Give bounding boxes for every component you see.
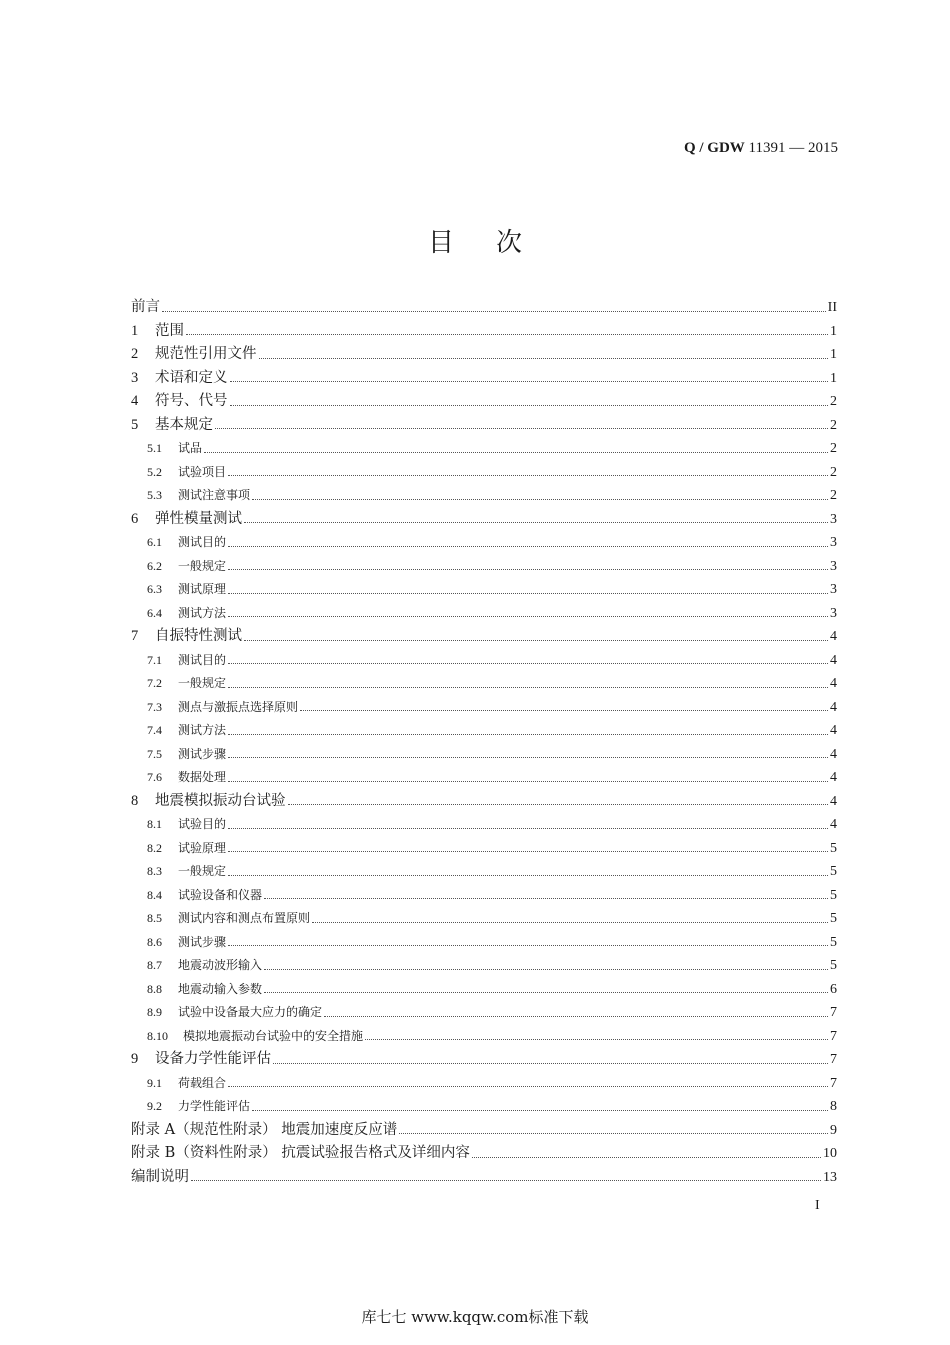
toc-entry-number: 6.2 <box>147 558 162 573</box>
toc-leader-dots <box>228 944 828 946</box>
toc-entry[interactable] <box>131 954 837 978</box>
toc-entry[interactable] <box>131 931 837 955</box>
toc-entry-number: 9.2 <box>147 1099 162 1113</box>
footer-watermark-text: 库七七 www.kqqw.com标准下载 <box>361 1308 589 1326</box>
toc-entry-number: 8.10 <box>147 1028 168 1043</box>
toc-entry[interactable] <box>131 1095 837 1119</box>
toc-entry[interactable] <box>131 696 837 720</box>
toc-entry-page: 5 <box>830 864 837 879</box>
toc-entry-number: 7.4 <box>147 723 162 737</box>
toc-leader-dots <box>399 1132 828 1134</box>
toc-entry-page: 7 <box>830 1052 837 1067</box>
toc-leader-dots <box>228 756 828 758</box>
toc-leader-dots <box>186 333 828 335</box>
toc-entry[interactable] <box>131 790 837 814</box>
toc-entry[interactable] <box>131 602 837 626</box>
toc-entry-page: 4 <box>830 770 837 785</box>
toc-leader-dots <box>264 968 828 970</box>
toc-entry-number: 2 <box>131 346 139 362</box>
toc-leader-dots <box>228 874 828 876</box>
toc-leader-dots <box>273 1062 828 1064</box>
toc-entry-number: 8.7 <box>147 958 162 972</box>
toc-entry-number: 5.1 <box>147 441 162 455</box>
toc-entry[interactable] <box>131 813 837 837</box>
toc-entry[interactable] <box>131 1048 837 1072</box>
toc-leader-dots <box>252 1109 828 1111</box>
toc-leader-dots <box>228 662 828 664</box>
toc-entry-number: 8.3 <box>147 864 162 878</box>
toc-entry[interactable] <box>131 508 837 532</box>
toc-entry-label: 试验目的 <box>178 817 227 831</box>
toc-entry-page: 4 <box>830 629 837 644</box>
toc-entry-label: 试验设备和仪器 <box>178 887 263 902</box>
toc-entry-label: 测试注意事项 <box>178 488 251 502</box>
toc-entry-page: 7 <box>830 1028 837 1044</box>
toc-leader-dots <box>472 1156 821 1158</box>
toc-entry-number: 6.1 <box>147 535 162 549</box>
toc-entry-page: 3 <box>830 511 837 527</box>
toc-entry-page: 3 <box>830 582 837 597</box>
toc-entry-page: 5 <box>830 911 837 926</box>
toc-leader-dots <box>230 404 829 406</box>
toc-entry[interactable] <box>131 978 837 1002</box>
toc-entry-label: 基本规定 <box>155 416 213 433</box>
toc-entry-page: 2 <box>830 488 837 503</box>
toc-entry-number: 5.3 <box>147 488 162 502</box>
toc-entry-label: 一般规定 <box>178 864 227 878</box>
toc-entry-page: 1 <box>830 323 837 339</box>
toc-entry[interactable] <box>131 766 837 790</box>
toc-entry-page: 4 <box>830 699 837 715</box>
toc-leader-dots <box>228 545 828 547</box>
toc-entry[interactable] <box>131 1001 837 1025</box>
toc-leader-dots <box>244 639 828 641</box>
toc-entry[interactable] <box>131 578 837 602</box>
standard-number: 11391 — 2015 <box>748 140 838 156</box>
toc-entry-number: 8.1 <box>147 817 162 831</box>
toc-entry-label: 测试方法 <box>178 605 227 620</box>
toc-entry-label: 附录 A（规范性附录） 地震加速度反应谱 <box>131 1121 398 1138</box>
toc-entry-page: 2 <box>830 417 837 433</box>
toc-entry-page: 7 <box>830 1075 837 1091</box>
toc-entry[interactable] <box>131 555 837 579</box>
toc-entry-label: 规范性引用文件 <box>155 346 257 362</box>
toc-entry[interactable] <box>131 719 837 743</box>
toc-leader-dots <box>259 357 829 359</box>
toc-entry-label: 模拟地震振动台试验中的安全措施 <box>183 1028 364 1043</box>
toc-entry-label: 测点与激振点选择原则 <box>178 699 299 714</box>
toc-entry-number: 9 <box>131 1051 139 1067</box>
toc-entry-page: 2 <box>830 394 837 409</box>
toc-entry-label: 弹性模量测试 <box>155 510 242 527</box>
toc-entry-label: 术语和定义 <box>155 369 228 386</box>
toc-entry-page: 5 <box>830 840 837 856</box>
toc-entry-number: 8.8 <box>147 981 162 996</box>
toc-entry-page: 3 <box>830 535 837 550</box>
toc-entry-number: 7.6 <box>147 770 162 784</box>
toc-entry-label: 荷载组合 <box>178 1075 227 1090</box>
toc-entry-label: 测试目的 <box>178 652 227 667</box>
toc-entry-label: 编制说明 <box>131 1168 189 1185</box>
toc-entry-number: 7.3 <box>147 699 162 714</box>
toc-entry-page: 2 <box>830 441 837 456</box>
toc-entry-label: 测试原理 <box>178 582 227 596</box>
toc-leader-dots <box>312 921 828 923</box>
toc-entry-label: 附录 B（资料性附录） 抗震试验报告格式及详细内容 <box>131 1145 470 1161</box>
toc-entry-number: 5 <box>131 416 139 433</box>
toc-leader-dots <box>324 1015 828 1017</box>
toc-entry-page: 5 <box>830 934 837 950</box>
toc-entry-page: 9 <box>830 1122 837 1138</box>
toc-leader-dots <box>191 1179 821 1181</box>
page-title: 目次 <box>427 228 564 258</box>
toc-entry[interactable] <box>131 390 837 414</box>
toc-entry[interactable] <box>131 296 837 320</box>
toc-entry-page: 4 <box>830 652 837 668</box>
toc-entry[interactable] <box>131 907 837 931</box>
toc-entry-number: 6.3 <box>147 582 162 596</box>
toc-entry-label: 一般规定 <box>178 676 227 690</box>
toc-entry-page: 1 <box>830 370 837 386</box>
toc-entry[interactable] <box>131 367 837 391</box>
toc-entry[interactable] <box>131 837 837 861</box>
toc-entry-page: 5 <box>830 887 837 903</box>
toc-entry-label: 地震模拟振动台试验 <box>155 792 286 809</box>
toc-leader-dots <box>288 803 829 805</box>
toc-entry-page: 8 <box>830 1099 837 1114</box>
standard-code <box>684 140 838 157</box>
toc-entry-page: II <box>827 300 837 315</box>
toc-entry-label: 测试步骤 <box>178 934 227 949</box>
toc-entry-page: 2 <box>830 464 837 480</box>
toc-entry-page: 4 <box>830 793 837 809</box>
toc-entry[interactable] <box>131 343 837 367</box>
toc-leader-dots <box>228 1085 828 1087</box>
toc-entry-page: 3 <box>830 558 837 574</box>
toc-entry-label: 测试目的 <box>178 535 227 549</box>
toc-entry-number: 3 <box>131 369 139 386</box>
toc-entry-label: 自振特性测试 <box>155 628 242 644</box>
toc-entry-number: 8.9 <box>147 1005 162 1019</box>
toc-entry-number: 1 <box>131 322 139 339</box>
toc-entry-page: 10 <box>823 1146 837 1161</box>
toc-entry-number: 6.4 <box>147 605 162 620</box>
toc-leader-dots <box>264 991 828 993</box>
toc-entry-label: 地震动波形输入 <box>178 958 263 972</box>
toc-leader-dots <box>228 592 828 594</box>
toc-entry[interactable] <box>131 461 837 485</box>
toc-entry-page: 7 <box>830 1005 837 1020</box>
toc-entry[interactable] <box>131 1119 837 1143</box>
toc-leader-dots <box>244 521 828 523</box>
toc-entry-label: 范围 <box>155 322 184 339</box>
toc-entry-number: 7.1 <box>147 652 162 667</box>
toc-leader-dots <box>228 780 828 782</box>
toc-entry-page: 1 <box>830 347 837 362</box>
toc-entry[interactable] <box>131 1166 837 1190</box>
toc-leader-dots <box>300 709 828 711</box>
toc-entry[interactable] <box>131 531 837 555</box>
toc-entry[interactable] <box>131 860 837 884</box>
toc-entry-number: 4 <box>131 393 139 409</box>
toc-leader-dots <box>215 427 828 429</box>
toc-leader-dots <box>228 474 828 476</box>
toc-entry-page: 4 <box>830 676 837 691</box>
toc-leader-dots <box>264 897 828 899</box>
toc-entry-label: 测试步骤 <box>178 746 227 761</box>
toc-entry-number: 8.4 <box>147 887 162 902</box>
table-of-contents <box>131 296 837 1189</box>
toc-entry[interactable] <box>131 625 837 649</box>
toc-entry-label: 数据处理 <box>178 770 227 784</box>
toc-leader-dots <box>204 451 828 453</box>
toc-entry[interactable] <box>131 649 837 673</box>
toc-entry-number: 8 <box>131 792 139 809</box>
toc-entry-label: 前言 <box>131 299 160 315</box>
toc-entry-label: 地震动输入参数 <box>178 981 263 996</box>
toc-leader-dots <box>252 498 828 500</box>
toc-entry-number: 7.2 <box>147 676 162 690</box>
toc-entry-page: 3 <box>830 605 837 621</box>
toc-entry-number: 9.1 <box>147 1075 162 1090</box>
toc-entry-label: 测试内容和测点布置原则 <box>178 911 311 925</box>
toc-leader-dots <box>365 1038 828 1040</box>
toc-entry[interactable] <box>131 320 837 344</box>
toc-entry-label: 符号、代号 <box>155 393 228 409</box>
toc-entry[interactable] <box>131 672 837 696</box>
toc-entry-number: 5.2 <box>147 464 162 479</box>
page-number: I <box>815 1198 820 1213</box>
toc-entry-label: 力学性能评估 <box>178 1099 251 1113</box>
toc-entry-label: 设备力学性能评估 <box>155 1051 271 1067</box>
toc-entry[interactable] <box>131 1072 837 1096</box>
toc-entry-label: 一般规定 <box>178 558 227 573</box>
toc-entry[interactable] <box>131 437 837 461</box>
toc-entry-number: 6 <box>131 510 139 527</box>
toc-entry[interactable] <box>131 1025 837 1049</box>
toc-entry-label: 试验中设备最大应力的确定 <box>178 1005 323 1019</box>
toc-leader-dots <box>228 686 828 688</box>
toc-entry-page: 5 <box>830 958 837 973</box>
toc-entry[interactable] <box>131 1142 837 1166</box>
toc-entry[interactable] <box>131 484 837 508</box>
toc-entry-number: 8.5 <box>147 911 162 925</box>
toc-leader-dots <box>228 615 828 617</box>
toc-entry-page: 13 <box>823 1169 837 1185</box>
toc-entry-number: 7 <box>131 628 139 644</box>
toc-entry[interactable] <box>131 414 837 438</box>
toc-entry-label: 试验项目 <box>178 464 227 479</box>
toc-entry-page: 4 <box>830 723 837 738</box>
toc-entry-page: 6 <box>830 981 837 997</box>
toc-leader-dots <box>228 850 828 852</box>
toc-leader-dots <box>228 568 828 570</box>
standard-prefix: Q / GDW <box>683 140 745 156</box>
toc-leader-dots <box>228 733 828 735</box>
toc-entry-page: 4 <box>830 746 837 762</box>
toc-entry[interactable] <box>131 884 837 908</box>
toc-entry-number: 8.2 <box>147 840 162 855</box>
toc-entry-label: 测试方法 <box>178 723 227 737</box>
toc-leader-dots <box>230 380 829 382</box>
toc-entry-number: 7.5 <box>147 746 162 761</box>
toc-entry-number: 8.6 <box>147 934 162 949</box>
toc-leader-dots <box>162 310 826 312</box>
toc-entry-label: 试验原理 <box>178 840 227 855</box>
toc-entry-label: 试品 <box>178 441 203 455</box>
toc-entry[interactable] <box>131 743 837 767</box>
toc-entry-page: 4 <box>830 817 837 832</box>
toc-leader-dots <box>228 827 828 829</box>
